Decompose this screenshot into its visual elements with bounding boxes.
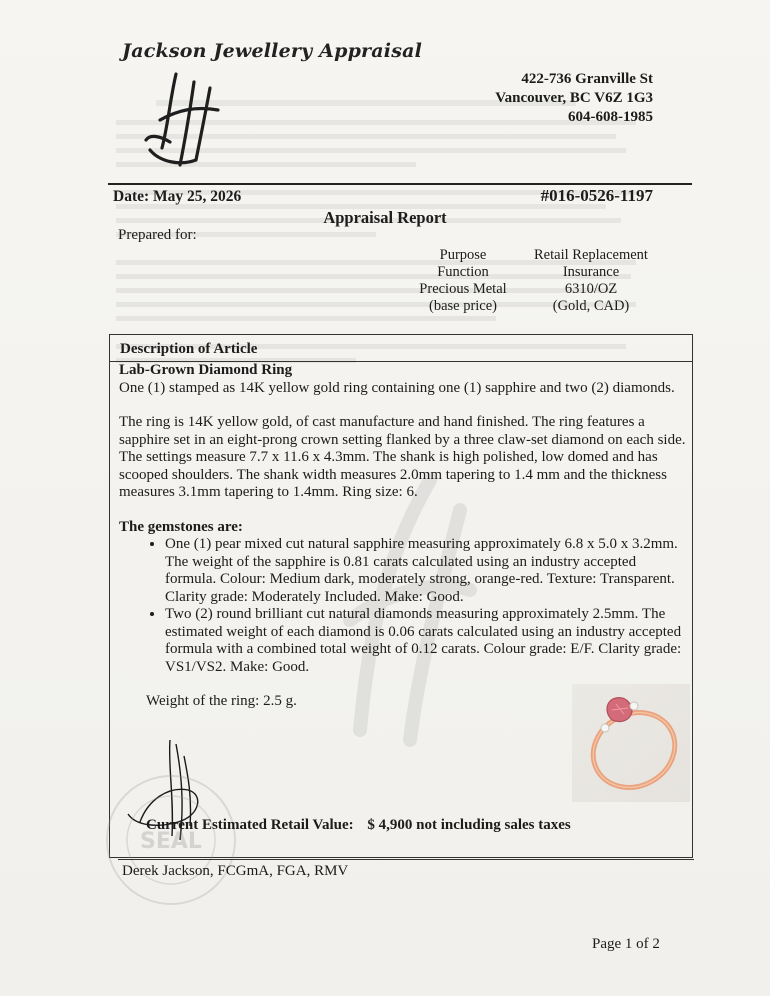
- purpose-label: Purpose: [439, 247, 487, 263]
- embossed-seal: [101, 770, 241, 910]
- item-summary: One (1) stamped as 14K yellow gold ring containing one (1) sapphire and two (2) diamonds.: [119, 379, 675, 396]
- gemstone-sapphire: • One (1) pear mixed cut natural sapphire measuring approximately 6.8 x 5.0 x 3.2mm. The weight of the sapphire is 0.81 carats calculated using an industry accepted formula. Colour: Medium dark, moderately strong, orange-red. Texture: Transparent. Clarity grade: Moderately Included. Make: Good.: [165, 536, 689, 606]
- report-field-values: [524, 247, 658, 315]
- appraiser-name: Derek Jackson, FCGmA, FGA, RMV: [122, 863, 349, 879]
- description-content: [119, 362, 689, 711]
- report-field-labels: [388, 247, 538, 315]
- base-price-value: (Gold, CAD): [552, 298, 630, 314]
- description-heading: Description of Article: [110, 335, 692, 362]
- function-label: Function: [437, 264, 489, 280]
- company-address: [495, 70, 653, 127]
- purpose-value: Retail Replacement: [534, 247, 648, 263]
- address-city: Vancouver, BC V6Z 1G3: [495, 90, 653, 106]
- header-divider: [108, 183, 692, 185]
- function-value: Insurance: [562, 264, 620, 280]
- monogram-logo: [140, 70, 230, 170]
- report-date: Date: May 25, 2026: [113, 188, 242, 205]
- spacer: [119, 502, 689, 519]
- report-title: Appraisal Report: [323, 208, 447, 227]
- signature-line: [118, 859, 694, 860]
- precious-metal-label: Precious Metal: [419, 281, 507, 297]
- address-street: 422-736 Granville St: [521, 71, 653, 87]
- ring-image: [572, 684, 690, 802]
- spacer: [119, 397, 689, 414]
- prepared-for-label: Prepared for:: [118, 227, 197, 243]
- retail-value-amount: $ 4,900 not including sales taxes: [367, 817, 571, 833]
- retail-value-label: Current Estimated Retail Value:: [146, 817, 354, 833]
- gemstones-heading: The gemstones are:: [119, 518, 243, 535]
- company-logo-text: Jackson Jewellery Appraisal: [122, 40, 423, 62]
- gemstone-diamonds: • Two (2) round brilliant cut natural diamonds measuring approximately 2.5mm. The estimated weight of each diamond is 0.06 carats calculated using an industry accepted formula with a combined total weight of 0.12 carats. Colour grade: E/F. Clarity grade: VS1/VS2. Make: Good.: [165, 606, 689, 676]
- item-details: The ring is 14K yellow gold, of cast manufacture and hand finished. The ring features a sapphire set in an eight-prong crown setting flanked by a three claw-set diamond on each side. The settings measure 7.7 x 11.6 x 4.3mm. The shank is high polished, low domed and has scooped shoulders. The shank width measures 2.0mm tapering to 1.4 mm and the thickness measures 3.1mm tapering to 1.4mm. Ring size: 6.: [119, 414, 686, 500]
- report-reference-number: #016-0526-1197: [540, 186, 653, 205]
- item-title: Lab-Grown Diamond Ring: [119, 362, 293, 378]
- company-phone: 604-608-1985: [568, 109, 653, 125]
- gemstones-list: [119, 536, 689, 676]
- retail-value-row: [146, 817, 581, 834]
- precious-metal-value: 6310/OZ: [564, 281, 618, 297]
- page-number: Page 1 of 2: [592, 936, 660, 952]
- ring-weight: Weight of the ring: 2.5 g.: [146, 693, 297, 709]
- ring-photo: [572, 684, 690, 802]
- base-price-label: (base price): [428, 298, 498, 314]
- seal-text: SEAL: [140, 829, 202, 854]
